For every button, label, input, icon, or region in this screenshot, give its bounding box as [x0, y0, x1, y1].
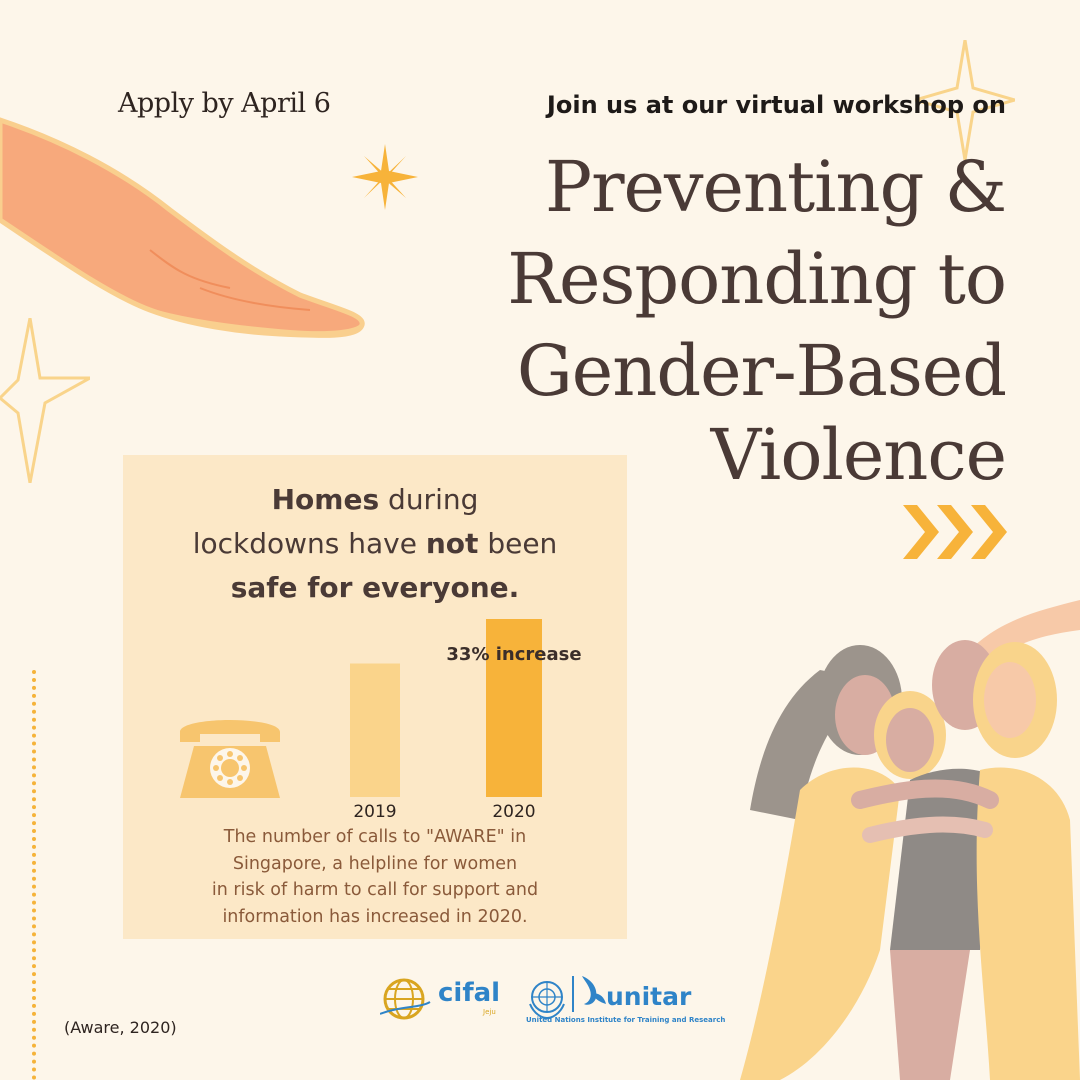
apply-deadline: Apply by April 6 [118, 88, 331, 119]
unitar-logo-text: unitar [606, 982, 692, 1011]
unitar-bird-icon [578, 974, 608, 1010]
x-tick-label: 2020 [492, 802, 536, 822]
logo-divider [572, 976, 574, 1012]
dotted-line-left [32, 670, 36, 1080]
headline-bold-safe: safe for everyone. [230, 571, 520, 604]
caption-line: Singapore, a helpline for women [232, 853, 518, 874]
caption-line: The number of calls to "AWARE" in [223, 827, 527, 847]
workshop-invite: Join us at our virtual workshop on [546, 91, 1006, 119]
caption-line: information has increased in 2020. [222, 906, 528, 927]
open-hand-illustration [0, 110, 380, 350]
headline-text: been [478, 527, 558, 560]
caption-line: in risk of harm to call for support and [211, 880, 539, 900]
sparkle-outline-left-icon [0, 318, 90, 483]
headline [123, 478, 627, 610]
title-line-3: Gender-Based [516, 330, 1006, 412]
un-emblem-icon [526, 978, 568, 1020]
calls-bar-chart [123, 600, 627, 825]
x-tick-label: 2019 [353, 802, 397, 822]
title-line-2: Responding to [507, 238, 1006, 320]
sparkle-small-icon [352, 144, 418, 210]
title-line-1: Preventing & [544, 146, 1006, 228]
women-hugging-illustration [740, 590, 1080, 1080]
headline-text: during [379, 483, 479, 516]
cifal-logo-subtext: Jeju [483, 1008, 496, 1016]
unitar-logo-subtext: United Nations Institute for Training and Research [526, 1016, 726, 1024]
headline-bold-not: not [425, 527, 479, 560]
bar-2019 [350, 664, 400, 798]
triple-chevron-right-icon [903, 505, 1009, 559]
headline-bold-homes: Homes [271, 483, 380, 516]
chart-caption [123, 824, 627, 930]
title-line-4: Violence [710, 414, 1006, 496]
headline-text: lockdowns have [192, 527, 426, 560]
cifal-logo-text: cifal [438, 978, 501, 1008]
source-citation: (Aware, 2020) [64, 1018, 177, 1037]
bar-annotation: 33% increase [446, 644, 582, 665]
